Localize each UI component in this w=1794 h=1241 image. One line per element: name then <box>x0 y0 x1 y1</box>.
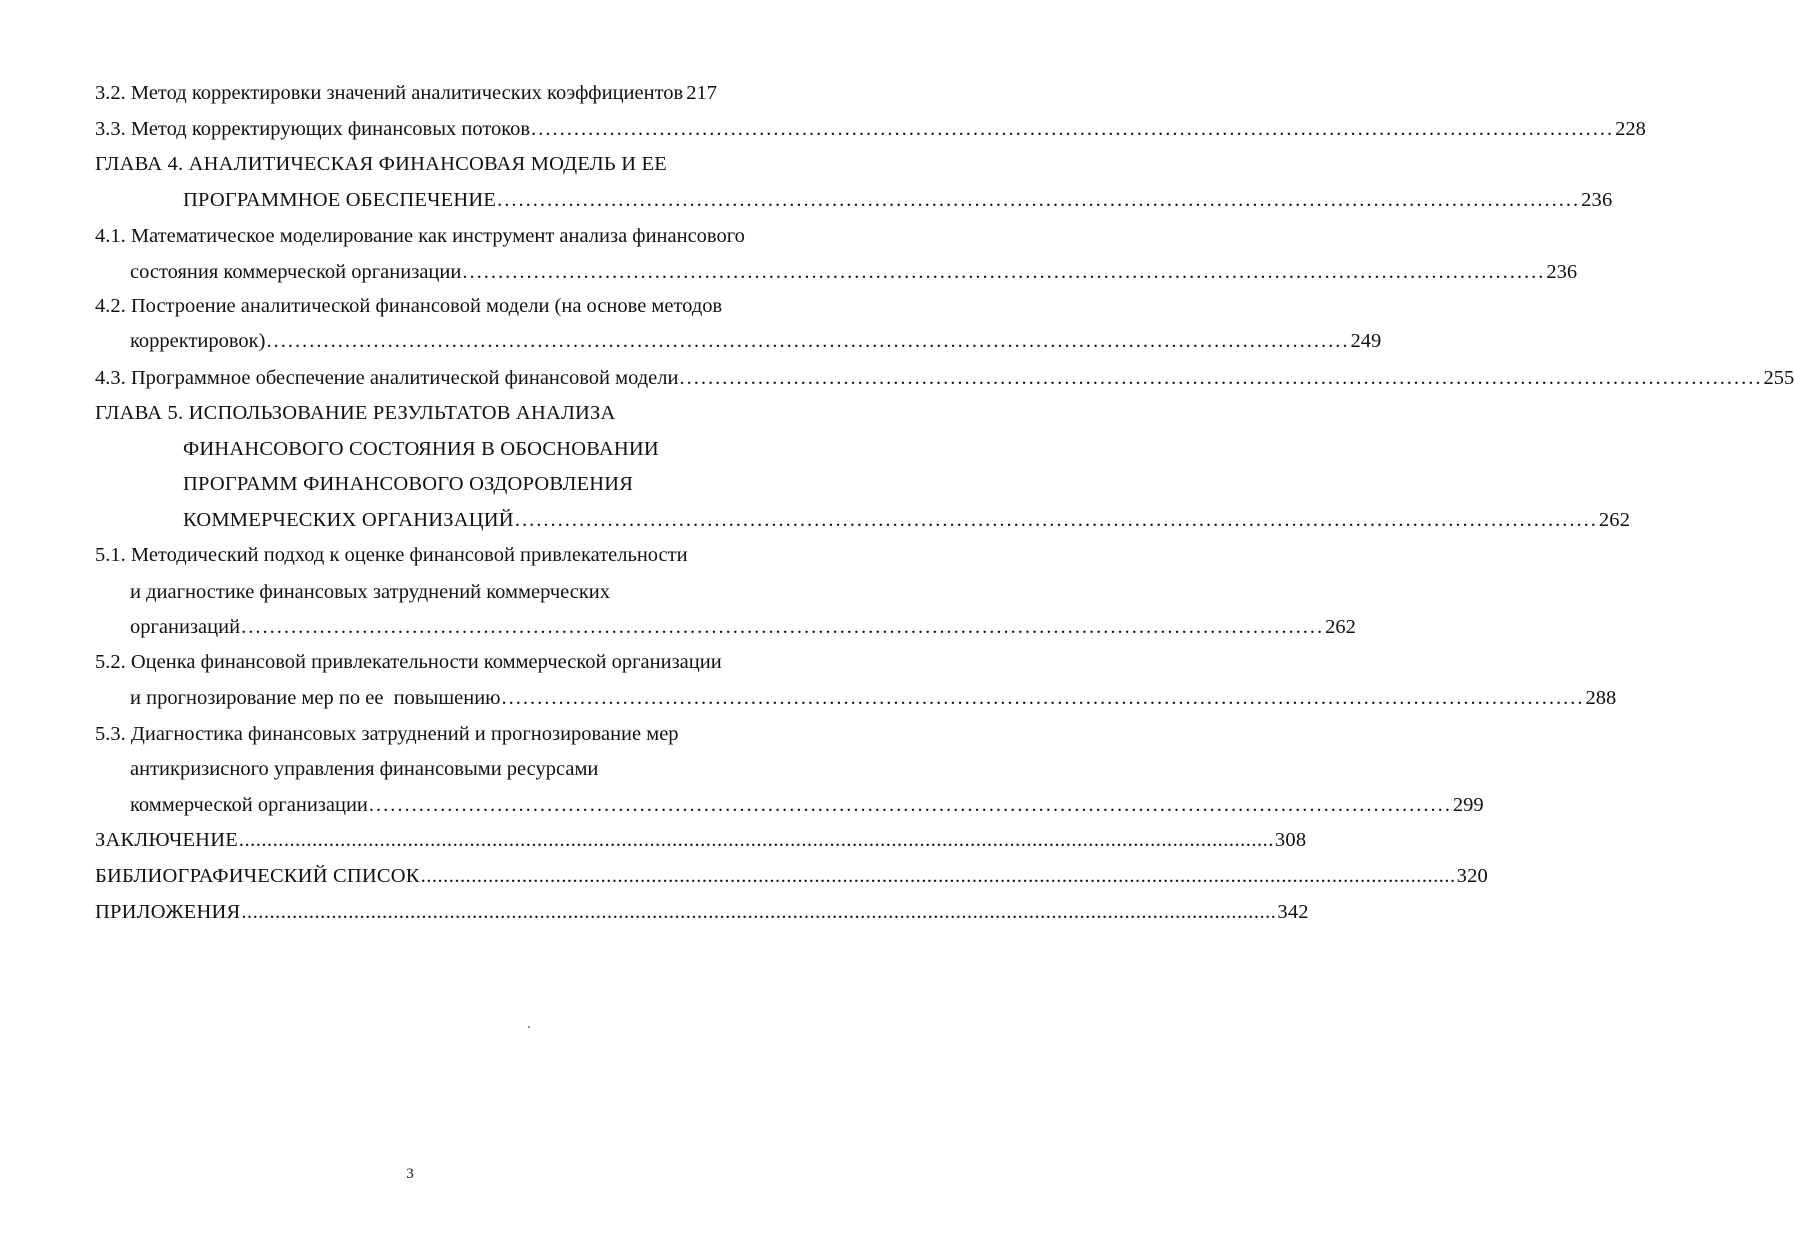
toc-leader-dots: ........................................................................................................................................................ <box>497 189 1581 211</box>
toc-entry-page: 217 <box>686 82 717 104</box>
toc-entry-page: 299 <box>1452 794 1484 816</box>
toc-entry-title: и прогнозирование мер по ее повышению <box>130 687 501 709</box>
toc-entry-title: 3.3. Метод корректирующих финансовых потоков <box>95 118 531 140</box>
toc-chapter-5-heading-cont <box>183 434 659 464</box>
toc-bibliography <box>95 861 1489 891</box>
toc-entry-4-2 <box>95 291 723 321</box>
toc-leader-dots <box>684 78 685 108</box>
toc-entry-page: 308 <box>1274 829 1307 851</box>
toc-entry-title: ГЛАВА 5. ИСПОЛЬЗОВАНИЕ РЕЗУЛЬТАТОВ АНАЛИЗА <box>95 402 616 424</box>
page-number: 3 <box>406 1166 414 1182</box>
toc-entry-4-1-cont <box>130 257 1578 287</box>
toc-leader-dots: ........................................................................................................................................................................................ <box>241 901 1277 923</box>
toc-leader-dots: ........................................................................................................................................................ <box>514 509 1598 531</box>
toc-leader-dots: ........................................................................................................................................................ <box>679 367 1763 389</box>
toc-chapter-4-heading <box>95 149 667 179</box>
toc-entry-title: антикризисного управления финансовыми ресурсами <box>130 758 599 780</box>
toc-entry-title: ПРИЛОЖЕНИЯ <box>95 901 241 923</box>
scan-speck <box>528 1026 530 1028</box>
toc-entry-4-2-cont <box>130 326 1382 356</box>
toc-entry-title: и диагностике финансовых затруднений коммерческих <box>130 581 611 603</box>
toc-entry-page: 249 <box>1350 330 1382 352</box>
toc-entry-5-2-cont <box>130 683 1617 713</box>
toc-chapter-4-heading-cont <box>183 185 1613 215</box>
toc-chapter-5-heading-cont <box>183 469 643 499</box>
toc-conclusion <box>95 825 1307 855</box>
toc-leader-dots: ........................................................................................................................................................................................ <box>420 865 1456 887</box>
toc-chapter-5-heading-cont <box>183 505 1631 535</box>
toc-entry-title: состояния коммерческой организации <box>130 261 462 283</box>
toc-entry-page: 236 <box>1546 261 1578 283</box>
toc-chapter-5-heading <box>95 398 615 428</box>
toc-entry-title: 5.1. Методический подход к оценке финансовой привлекательности <box>95 544 688 566</box>
toc-entry-page: 320 <box>1456 865 1489 887</box>
toc-leader-dots: ........................................................................................................................................................ <box>368 794 1452 816</box>
toc-entry-title: ПРОГРАММНОЕ ОБЕСПЕЧЕНИЕ <box>183 189 497 211</box>
toc-entry-title: ПРОГРАММ ФИНАНСОВОГО ОЗДОРОВЛЕНИЯ <box>183 473 634 495</box>
toc-entry-3-2 <box>95 78 717 108</box>
toc-entry-title: ФИНАНСОВОГО СОСТОЯНИЯ В ОБОСНОВАНИИ <box>183 438 659 460</box>
toc-entry-page: 255 <box>1763 367 1794 389</box>
toc-entry-page: 288 <box>1585 687 1617 709</box>
toc-entry-4-3 <box>95 363 1794 393</box>
toc-entry-title: 4.1. Математическое моделирование как инструмент анализа финансового <box>95 225 745 247</box>
toc-entry-5-3-cont <box>130 754 650 784</box>
toc-entry-title: 4.3. Программное обеспечение аналитической финансовой модели <box>95 367 679 389</box>
toc-entry-title: 5.3. Диагностика финансовых затруднений и прогнозирование мер <box>95 723 679 745</box>
toc-entry-5-3-cont <box>130 790 1484 820</box>
toc-entry-page: 228 <box>1615 118 1646 140</box>
toc-leader-dots: ........................................................................................................................................................................................ <box>238 829 1274 851</box>
toc-leader-dots: ........................................................................................................................................................ <box>266 330 1350 352</box>
toc-entry-5-3 <box>95 719 679 749</box>
toc-entry-title: корректировок) <box>130 330 266 352</box>
toc-leader-dots: ........................................................................................................................................................ <box>531 118 1615 140</box>
toc-entry-title: 5.2. Оценка финансовой привлекательности коммерческой организации <box>95 651 722 673</box>
toc-entry-3-3 <box>95 114 1646 144</box>
toc-entry-page: 236 <box>1581 189 1613 211</box>
toc-leader-dots: ........................................................................................................................................................ <box>501 687 1585 709</box>
toc-entry-5-1 <box>95 540 695 570</box>
toc-entry-5-2 <box>95 647 722 677</box>
toc-entry-title: ГЛАВА 4. АНАЛИТИЧЕСКАЯ ФИНАНСОВАЯ МОДЕЛЬ И ЕЕ <box>95 153 667 175</box>
toc-entry-title: 3.2. Метод корректировки значений аналитических коэффициентов <box>95 82 684 104</box>
toc-entry-page: 342 <box>1277 901 1309 923</box>
toc-entry-page: 262 <box>1598 509 1631 531</box>
toc-entry-title: 4.2. Построение аналитической финансовой модели (на основе методов <box>95 295 723 317</box>
toc-entry-page: 262 <box>1325 616 1356 638</box>
toc-entry-title: БИБЛИОГРАФИЧЕСКИЙ СПИСОК <box>95 865 420 887</box>
toc-appendices <box>95 897 1309 927</box>
toc-entry-5-1-cont <box>130 577 650 607</box>
toc-leader-dots: ........................................................................................................................................................ <box>462 261 1546 283</box>
toc-entry-title: организаций <box>130 616 241 638</box>
toc-leader-dots: ........................................................................................................................................................ <box>241 616 1325 638</box>
toc-entry-title: коммерческой организации <box>130 794 368 816</box>
toc-entry-5-1-cont <box>130 612 1356 642</box>
toc-entry-title: КОММЕРЧЕСКИХ ОРГАНИЗАЦИЙ <box>183 509 514 531</box>
toc-entry-title: ЗАКЛЮЧЕНИЕ <box>95 829 238 851</box>
toc-entry-4-1 <box>95 221 745 251</box>
